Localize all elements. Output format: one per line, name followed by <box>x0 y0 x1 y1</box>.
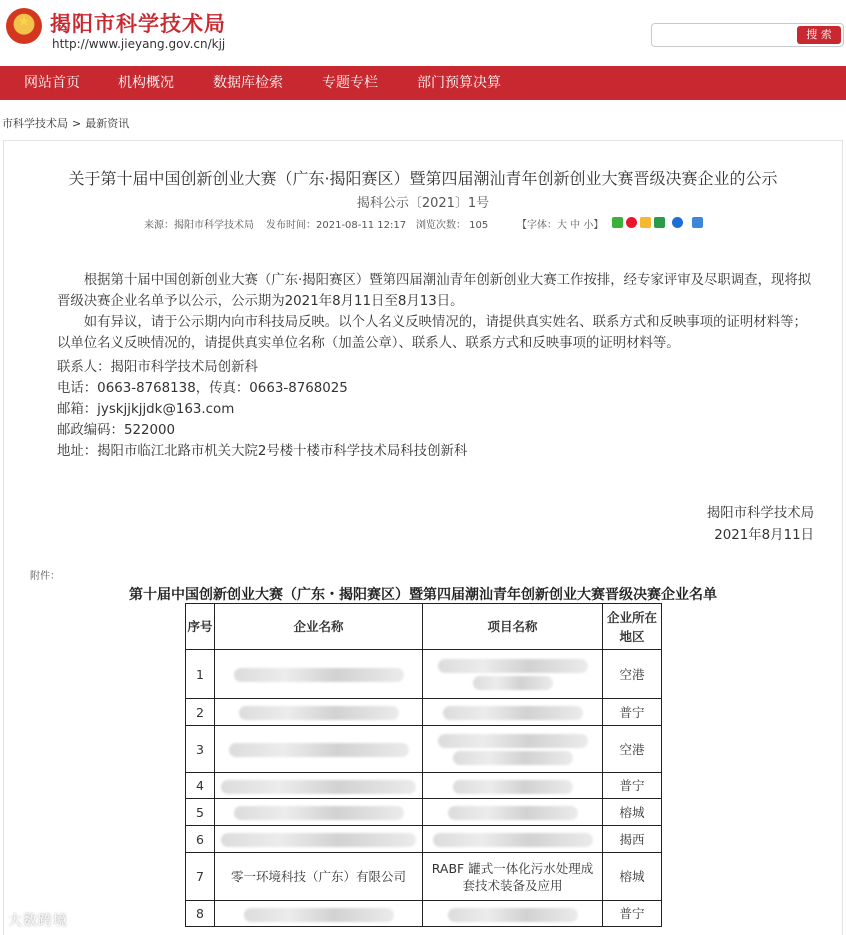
attachment-list-title: 第十届中国创新创业大赛（广东・揭阳赛区）暨第四届潮汕青年创新创业大赛晋级决赛企业名单 <box>129 587 717 603</box>
col-header-project: 项目名称 <box>423 604 603 650</box>
contact-email: 邮箱：jyskjjkjjdk@163.com <box>57 402 235 417</box>
signature-date: 2021年8月11日 <box>714 528 814 543</box>
main-nav <box>0 66 846 100</box>
contact-person: 联系人：揭阳市科学技术局创新科 <box>57 360 258 375</box>
signature-org: 揭阳市科学技术局 <box>706 506 814 521</box>
contact-address: 地址：揭阳市临江北路市机关大院2号楼十楼市科学技术局科技创新科 <box>57 444 468 459</box>
cell-no: 1 <box>186 650 215 699</box>
meta-source: 来源：揭阳市科学技术局 <box>144 220 254 231</box>
table-row <box>186 853 662 901</box>
site-header <box>0 0 846 60</box>
table-row <box>186 699 662 726</box>
cell-company-redacted <box>215 726 423 773</box>
cell-project-redacted <box>423 726 603 773</box>
cell-no: 8 <box>186 901 215 927</box>
search-box <box>651 23 844 47</box>
nav-item-home[interactable]: 网站首页 <box>24 75 80 91</box>
cell-company-redacted <box>215 699 423 726</box>
cell-project-redacted <box>423 650 603 699</box>
nav-item-about[interactable]: 机构概况 <box>118 75 174 91</box>
national-emblem-logo <box>6 8 42 44</box>
contact-phone: 电话：0663-8768138，传真：0663-8768025 <box>57 381 348 396</box>
cell-company-redacted <box>215 826 423 853</box>
cell-company-redacted <box>215 773 423 799</box>
search-button[interactable]: 搜 索 <box>797 26 841 44</box>
site-title[interactable]: 揭阳市科学技术局 <box>50 12 226 36</box>
cell-region: 揭西 <box>603 826 662 853</box>
nav-item-database[interactable]: 数据库检索 <box>213 75 283 91</box>
table-header-row <box>186 604 662 650</box>
breadcrumb-item-bureau[interactable]: 市科学技术局 <box>2 117 68 130</box>
cell-no: 2 <box>186 699 215 726</box>
search-input[interactable] <box>656 26 792 44</box>
table-row <box>186 799 662 826</box>
cell-region: 榕城 <box>603 799 662 826</box>
table-row <box>186 726 662 773</box>
cell-no: 6 <box>186 826 215 853</box>
site-url: http://www.jieyang.gov.cn/kjj <box>52 37 226 51</box>
wechat-icon[interactable] <box>612 217 623 228</box>
table-row <box>186 901 662 927</box>
renren-icon[interactable] <box>672 217 683 228</box>
cell-region: 普宁 <box>603 901 662 927</box>
finalist-table <box>185 603 662 927</box>
cell-project-redacted <box>423 699 603 726</box>
font-size-selector[interactable]: 【字体：大 中 小】 <box>517 220 604 231</box>
watermark: 大数跨境 <box>8 913 68 929</box>
doc-number: 揭科公示〔2021〕1号 <box>356 196 490 211</box>
cell-company: 零一环境科技（广东）有限公司 <box>215 853 423 901</box>
breadcrumb-item-news[interactable]: 最新资讯 <box>85 117 130 130</box>
qq-icon[interactable] <box>654 217 665 228</box>
article-title: 关于第十届中国创新创业大赛（广东·揭阳赛区）暨第四届潮汕青年创新创业大赛晋级决赛企业的公示 <box>68 169 778 188</box>
table-row <box>186 826 662 853</box>
cell-project-redacted <box>423 773 603 799</box>
cell-region: 空港 <box>603 726 662 773</box>
qzone-icon[interactable] <box>640 217 651 228</box>
col-header-company: 企业名称 <box>215 604 423 650</box>
contact-postcode: 邮政编码：522000 <box>57 423 176 438</box>
cell-region: 普宁 <box>603 699 662 726</box>
cell-project-redacted <box>423 799 603 826</box>
table-row <box>186 773 662 799</box>
meta-publish-time: 发布时间：2021-08-11 12:17 <box>266 220 407 231</box>
col-header-no: 序号 <box>186 604 215 650</box>
cell-no: 3 <box>186 726 215 773</box>
table-row <box>186 650 662 699</box>
cell-company-redacted <box>215 650 423 699</box>
cell-company-redacted <box>215 901 423 927</box>
breadcrumb <box>2 115 129 131</box>
cell-project: RABF 罐式一体化污水处理成套技术装备及应用 <box>423 853 603 901</box>
cell-no: 7 <box>186 853 215 901</box>
weibo-icon[interactable] <box>626 217 637 228</box>
cell-no: 4 <box>186 773 215 799</box>
paragraph-objection: 如有异议，请于公示期内向市科技局反映。以个人名义反映情况的，请提供真实姓名、联系方式和反映事项的证明材料等；以单位名义反映情况的，请提供真实单位名称（加盖公章）、联系人、联系方式和反映事项的证明材料等。 <box>57 315 807 351</box>
cell-project-redacted <box>423 826 603 853</box>
cell-project-redacted <box>423 901 603 927</box>
cell-company-redacted <box>215 799 423 826</box>
meta-views: 浏览次数： 105 <box>416 220 489 231</box>
attachment-label: 附件： <box>30 571 60 582</box>
cell-region: 普宁 <box>603 773 662 799</box>
cell-region: 榕城 <box>603 853 662 901</box>
cell-no: 5 <box>186 799 215 826</box>
more-share-icon[interactable] <box>692 217 703 228</box>
breadcrumb-separator: > <box>72 117 82 130</box>
nav-item-special[interactable]: 专题专栏 <box>322 75 378 91</box>
cell-region: 空港 <box>603 650 662 699</box>
col-header-region: 企业所在地区 <box>603 604 662 650</box>
paragraph-announcement: 根据第十届中国创新创业大赛（广东·揭阳赛区）暨第四届潮汕青年创新创业大赛工作按排，经专家评审及尽职调查，现将拟晋级决赛企业名单予以公示，公示期为2021年8月11日至8月13日。 <box>57 273 812 309</box>
nav-item-budget[interactable]: 部门预算决算 <box>417 75 501 91</box>
